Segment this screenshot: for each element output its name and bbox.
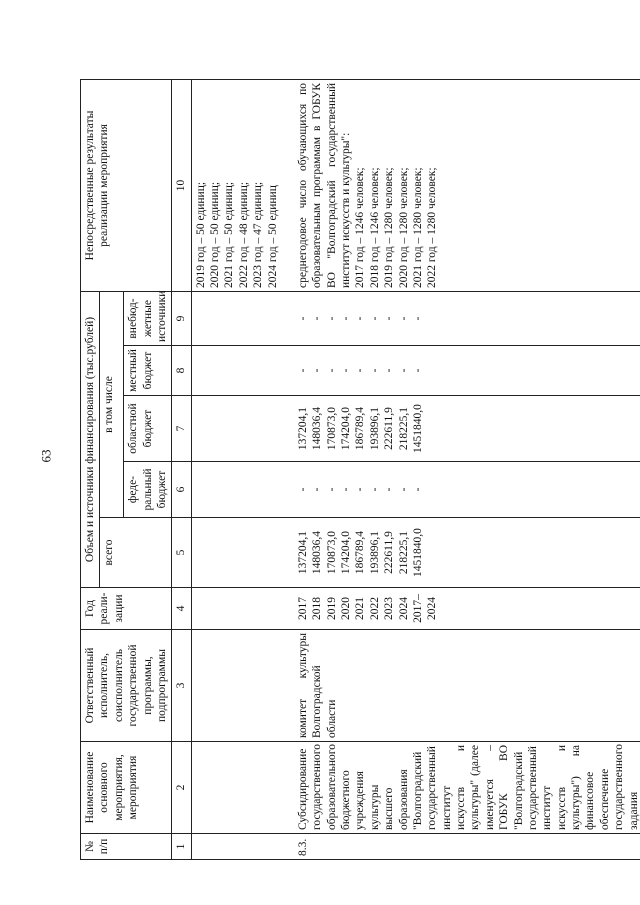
value: - [411,368,424,373]
value: - [368,316,381,321]
extra-values [290,292,640,346]
header-including: в том числе [100,292,124,518]
header-executor: Ответственный исполнитель, соисполнитель государственной программы, подпрограммы [81,630,172,742]
result-line: 2018 год – 1246 человек; [368,167,381,288]
results-cell [290,80,640,292]
year: 2023 [383,597,396,620]
continuation-row [191,80,290,860]
year: 2017 [296,597,309,620]
col-number: 7 [172,396,191,462]
years-list [290,588,640,630]
value: - [296,368,309,373]
col-number: 3 [172,630,191,742]
header-local: местный бюджет [124,346,172,396]
header-results: Непосредственные результаты реализации мероприятия [81,80,172,292]
value: 193896,1 [368,406,381,451]
activity-name: Субсидирование государственного образовательного бюджетного учреждения культуры высшего образования "Волгоградский государственный институт искусств и культуры" (далее именуется – ГОБУК ВО "Волгоградский государственный институт искусств и культуры") на финансовое обеспечение государственного задания [290,742,640,834]
value: 186789,4 [354,406,367,451]
col-number: 1 [172,834,191,860]
column-numbers-row [172,80,191,860]
col-number: 6 [172,462,191,518]
value: - [368,368,381,373]
value: - [311,368,324,373]
header-financing: Объем и источники финансирования (тыс.рублей) [81,292,100,588]
header-federal: феде-ральный бюджет [124,462,172,518]
value: - [296,316,309,321]
value: - [325,487,338,492]
header-number: № п/п [81,834,172,860]
value: - [397,487,410,492]
value: - [397,316,410,321]
value: 222611,9 [383,407,396,450]
table-row [290,80,640,860]
col-number: 8 [172,346,191,396]
value: - [311,316,324,321]
financing-table [80,79,640,860]
result-line: 2020 год – 1280 человек; [397,167,410,288]
year: 2024 [426,597,439,620]
year: 2017– [411,594,424,623]
value: 1451840,0 [411,528,424,577]
value: - [354,368,367,373]
header-name: Наименование основного мероприятия, мероприятия [81,742,172,834]
page-number: 63 [38,449,54,463]
year: 2022 [368,597,381,620]
result-line: 2020 год – 50 единиц; [209,181,221,288]
value: 174204,0 [340,406,352,451]
previous-results [191,80,290,292]
value: 193896,1 [368,530,381,575]
header-regional: областной бюджет [124,396,172,462]
row-number: 8.3. [290,834,640,860]
executor: комитет культуры Волгоградской области [290,630,640,742]
value: 174204,0 [340,530,352,575]
result-line: 2019 год – 1280 человек; [383,167,396,288]
year: 2018 [311,597,324,620]
result-line: 2022 год – 1280 человек; [426,167,439,288]
result-line: 2022 год – 48 единиц; [237,181,250,288]
col-number: 2 [172,742,191,834]
header-year: Год реали-зации [81,588,172,630]
value: 137204,1 [296,406,309,451]
value: - [340,368,352,373]
value: 186789,4 [354,530,367,575]
value: 148036,4 [311,530,324,575]
year: 2019 [325,597,338,620]
value: 218225,1 [397,530,410,575]
value: - [368,487,381,492]
value: - [383,368,396,373]
value: 170873,0 [325,530,338,575]
col-number: 10 [172,80,191,292]
value: - [383,487,396,492]
total-values [290,518,640,588]
value: - [354,487,367,492]
result-line: 2023 год – 47 единиц; [252,181,265,288]
value: 1451840,0 [411,404,424,453]
result-line: 2024 год – 50 единиц [266,185,279,288]
col-number: 4 [172,588,191,630]
year: 2021 [354,597,367,620]
year: 2020 [340,597,352,620]
rotated-table-sheet [80,80,640,860]
value: 170873,0 [325,406,338,451]
local-values [290,346,640,396]
result-line: 2017 год – 1246 человек; [354,167,367,288]
col-number: 9 [172,292,191,346]
value: - [311,487,324,492]
value: 137204,1 [296,530,309,575]
value: - [411,316,424,321]
result-line: 2021 год – 1280 человек; [411,167,424,288]
col-number: 5 [172,518,191,588]
value: - [383,316,396,321]
year: 2024 [397,597,410,620]
value: - [325,368,338,373]
value: 222611,9 [383,531,396,574]
value: - [354,316,367,321]
value: - [411,487,424,492]
value: - [325,316,338,321]
value: - [340,487,352,492]
federal-values [290,462,640,518]
header-total: всего [100,518,172,588]
value: 148036,4 [311,406,324,451]
value: - [296,487,309,492]
result-line: 2019 год – 50 единиц; [194,181,207,288]
header-extra: внебюд-жетные источники [124,292,172,346]
value: - [340,316,352,321]
value: - [397,368,410,373]
results-intro: среднегодовое число обучающихся по образовательным программам в ГОБУК ВО "Волгоградский государственный институт искусств и культуры": [296,83,352,288]
regional-values [290,396,640,462]
value: 218225,1 [397,406,410,451]
result-line: 2021 год – 50 единиц; [223,181,236,288]
